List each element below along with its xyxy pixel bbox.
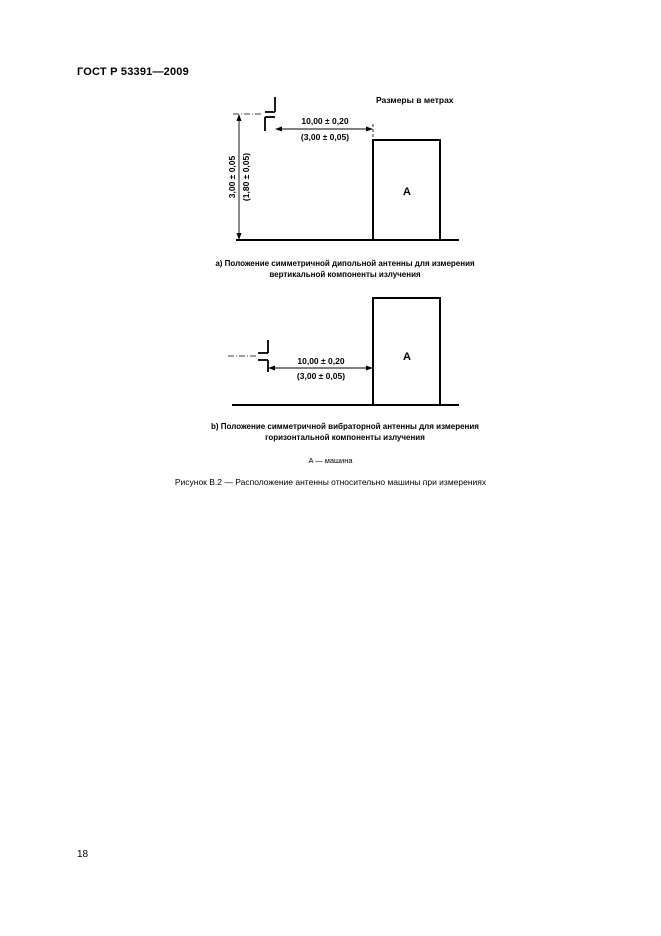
page-number: 18 xyxy=(77,849,89,860)
figure-legend: A — машина xyxy=(308,456,353,465)
height-label-alt-a: (1,80 ± 0,05) xyxy=(241,152,251,202)
caption-diagram-b: b) Положение симметричной вибраторной антенны для измерения горизонтальной компоненты излучения xyxy=(211,422,479,442)
figure-caption: Рисунок В.2 — Расположение антенны относительно машины при измерениях xyxy=(174,477,487,487)
distance-label-alt-a: (3,00 ± 0,05) xyxy=(300,132,350,142)
height-label-a: 3,00 ± 0,05 xyxy=(227,155,237,199)
document-header: ГОСТ Р 53391—2009 xyxy=(77,66,189,78)
machine-label-a: A xyxy=(403,186,411,198)
distance-label-a: 10,00 ± 0,20 xyxy=(301,116,349,126)
distance-label-b: 10,00 ± 0,20 xyxy=(297,356,345,366)
diagram-b xyxy=(0,280,661,415)
units-note: Размеры в метрах xyxy=(376,95,454,105)
distance-label-alt-b: (3,00 ± 0,05) xyxy=(296,371,346,381)
diagram-a xyxy=(0,0,661,300)
caption-diagram-a: а) Положение симметричной дипольной антенны для измерения вертикальной компоненты излучения xyxy=(215,259,475,279)
machine-label-b: A xyxy=(403,351,411,363)
